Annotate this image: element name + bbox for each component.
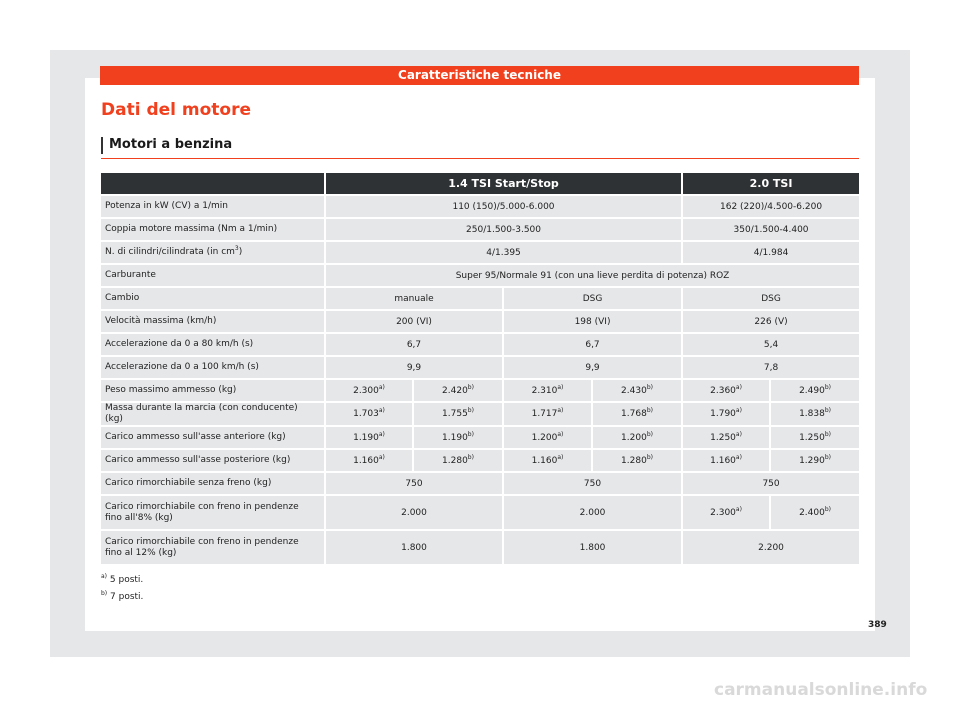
table-cell: 2.360$^{a)}$ bbox=[683, 380, 771, 401]
table-cell: 2.300$^{a)}$ bbox=[326, 380, 414, 401]
table-cell: 2.000 bbox=[326, 496, 504, 529]
table-cell: 162 (220)/4.500-6.200 bbox=[683, 196, 859, 217]
table-cell: 2.400$^{b)}$ bbox=[771, 496, 859, 529]
row-label: Velocità massima (km/h) bbox=[101, 311, 326, 332]
table-row bbox=[101, 196, 859, 217]
subsection-heading bbox=[101, 137, 859, 159]
row-label: Accelerazione da 0 a 80 km/h (s) bbox=[101, 334, 326, 355]
table-cell: 1.160$^{a)}$ bbox=[504, 450, 593, 471]
row-label: Cambio bbox=[101, 288, 326, 309]
table-cell: 1.755$^{b)}$ bbox=[414, 403, 504, 425]
table-cell: 1.160$^{a)}$ bbox=[326, 450, 414, 471]
table-cell: 1.250$^{a)}$ bbox=[683, 427, 771, 448]
table-cell: 6,7 bbox=[326, 334, 504, 355]
table-cell: 6,7 bbox=[504, 334, 683, 355]
subsection-title: Motori a benzina bbox=[109, 137, 233, 152]
table-cell: 1.280$^{b)}$ bbox=[414, 450, 504, 471]
table-cell: 200 (VI) bbox=[326, 311, 504, 332]
table-cell: 9,9 bbox=[326, 357, 504, 378]
table-cell: 1.800 bbox=[326, 531, 504, 564]
table-cell: 2.310$^{a)}$ bbox=[504, 380, 593, 401]
engine-spec-table bbox=[101, 171, 859, 566]
row-label: Accelerazione da 0 a 100 km/h (s) bbox=[101, 357, 326, 378]
table-cell: 250/1.500-3.500 bbox=[326, 219, 683, 240]
row-label: Potenza in kW (CV) a 1/min bbox=[101, 196, 326, 217]
row-label: Carburante bbox=[101, 265, 326, 286]
table-cell: 750 bbox=[326, 473, 504, 494]
table-cell: 2.300$^{a)}$ bbox=[683, 496, 771, 529]
table-cell: 1.190$^{b)}$ bbox=[414, 427, 504, 448]
table-cell: 1.768$^{b)}$ bbox=[593, 403, 683, 425]
table-cell: 1.290$^{b)}$ bbox=[771, 450, 859, 471]
header-cell-20tsi: 2.0 TSI bbox=[683, 173, 859, 194]
header-cell-empty bbox=[101, 173, 326, 194]
table-row bbox=[101, 334, 859, 355]
row-label: Coppia motore massima (Nm a 1/min) bbox=[101, 219, 326, 240]
table-cell: 2.430$^{b)}$ bbox=[593, 380, 683, 401]
table-cell: 1.790$^{a)}$ bbox=[683, 403, 771, 425]
header-cell-14tsi: 1.4 TSI Start/Stop bbox=[326, 173, 683, 194]
table-row bbox=[101, 403, 859, 425]
table-cell: 2.200 bbox=[683, 531, 859, 564]
table-cell: 750 bbox=[683, 473, 859, 494]
section-title: Dati del motore bbox=[101, 100, 252, 120]
table-cell: 2.000 bbox=[504, 496, 683, 529]
row-label: Carico ammesso sull'asse posteriore (kg) bbox=[101, 450, 326, 471]
table-row bbox=[101, 496, 859, 529]
table-cell: 1.703$^{a)}$ bbox=[326, 403, 414, 425]
row-label: Peso massimo ammesso (kg) bbox=[101, 380, 326, 401]
table-row bbox=[101, 531, 859, 564]
row-label: Carico rimorchiabile con freno in pendenze fino al 12% (kg) bbox=[101, 531, 326, 564]
footnote: $^{b)}$ 7 posti. bbox=[101, 590, 144, 602]
page-number: 389 bbox=[868, 620, 887, 630]
table-cell: 4/1.984 bbox=[683, 242, 859, 263]
table-cell: 1.717$^{a)}$ bbox=[504, 403, 593, 425]
table-cell: 2.420$^{b)}$ bbox=[414, 380, 504, 401]
table-header-row bbox=[101, 173, 859, 194]
footnote: $^{a)}$ 5 posti. bbox=[101, 573, 144, 585]
row-label: Carico rimorchiabile con freno in pendenze fino all'8% (kg) bbox=[101, 496, 326, 529]
chapter-header: Caratteristiche tecniche bbox=[100, 66, 859, 85]
table-cell: 198 (VI) bbox=[504, 311, 683, 332]
table-cell: 9,9 bbox=[504, 357, 683, 378]
table-cell: 1.160$^{a)}$ bbox=[683, 450, 771, 471]
table-cell: 1.280$^{b)}$ bbox=[593, 450, 683, 471]
table-row bbox=[101, 450, 859, 471]
table-cell: 750 bbox=[504, 473, 683, 494]
table-cell: 226 (V) bbox=[683, 311, 859, 332]
table-row bbox=[101, 380, 859, 401]
table-cell: 4/1.395 bbox=[326, 242, 683, 263]
table-row bbox=[101, 427, 859, 448]
table-row bbox=[101, 242, 859, 263]
table-cell: 1.838$^{b)}$ bbox=[771, 403, 859, 425]
subsection-marker bbox=[101, 137, 103, 154]
row-label: Carico ammesso sull'asse anteriore (kg) bbox=[101, 427, 326, 448]
table-row bbox=[101, 473, 859, 494]
table-cell: 5,4 bbox=[683, 334, 859, 355]
table-row bbox=[101, 219, 859, 240]
table-row bbox=[101, 357, 859, 378]
table-row bbox=[101, 265, 859, 286]
row-label: Massa durante la marcia (con conducente) (kg) bbox=[101, 403, 326, 425]
table-cell: DSG bbox=[504, 288, 683, 309]
table-cell: 1.800 bbox=[504, 531, 683, 564]
table-cell: 1.250$^{b)}$ bbox=[771, 427, 859, 448]
table-cell: Super 95/Normale 91 (con una lieve perdita di potenza) ROZ bbox=[326, 265, 859, 286]
table-cell: 1.190$^{a)}$ bbox=[326, 427, 414, 448]
row-label: N. di cilindri/cilindrata (in $cm^3$) bbox=[101, 242, 326, 263]
table-row bbox=[101, 288, 859, 309]
row-label: Carico rimorchiabile senza freno (kg) bbox=[101, 473, 326, 494]
footnotes bbox=[101, 575, 143, 609]
table-row bbox=[101, 311, 859, 332]
table-cell: 110 (150)/5.000-6.000 bbox=[326, 196, 683, 217]
table-cell: 2.490$^{b)}$ bbox=[771, 380, 859, 401]
watermark: carmanualsonline.info bbox=[714, 680, 928, 700]
table-cell: 350/1.500-4.400 bbox=[683, 219, 859, 240]
table-cell: DSG bbox=[683, 288, 859, 309]
table-cell: 1.200$^{b)}$ bbox=[593, 427, 683, 448]
table-cell: 7,8 bbox=[683, 357, 859, 378]
table-cell: manuale bbox=[326, 288, 504, 309]
table-cell: 1.200$^{a)}$ bbox=[504, 427, 593, 448]
